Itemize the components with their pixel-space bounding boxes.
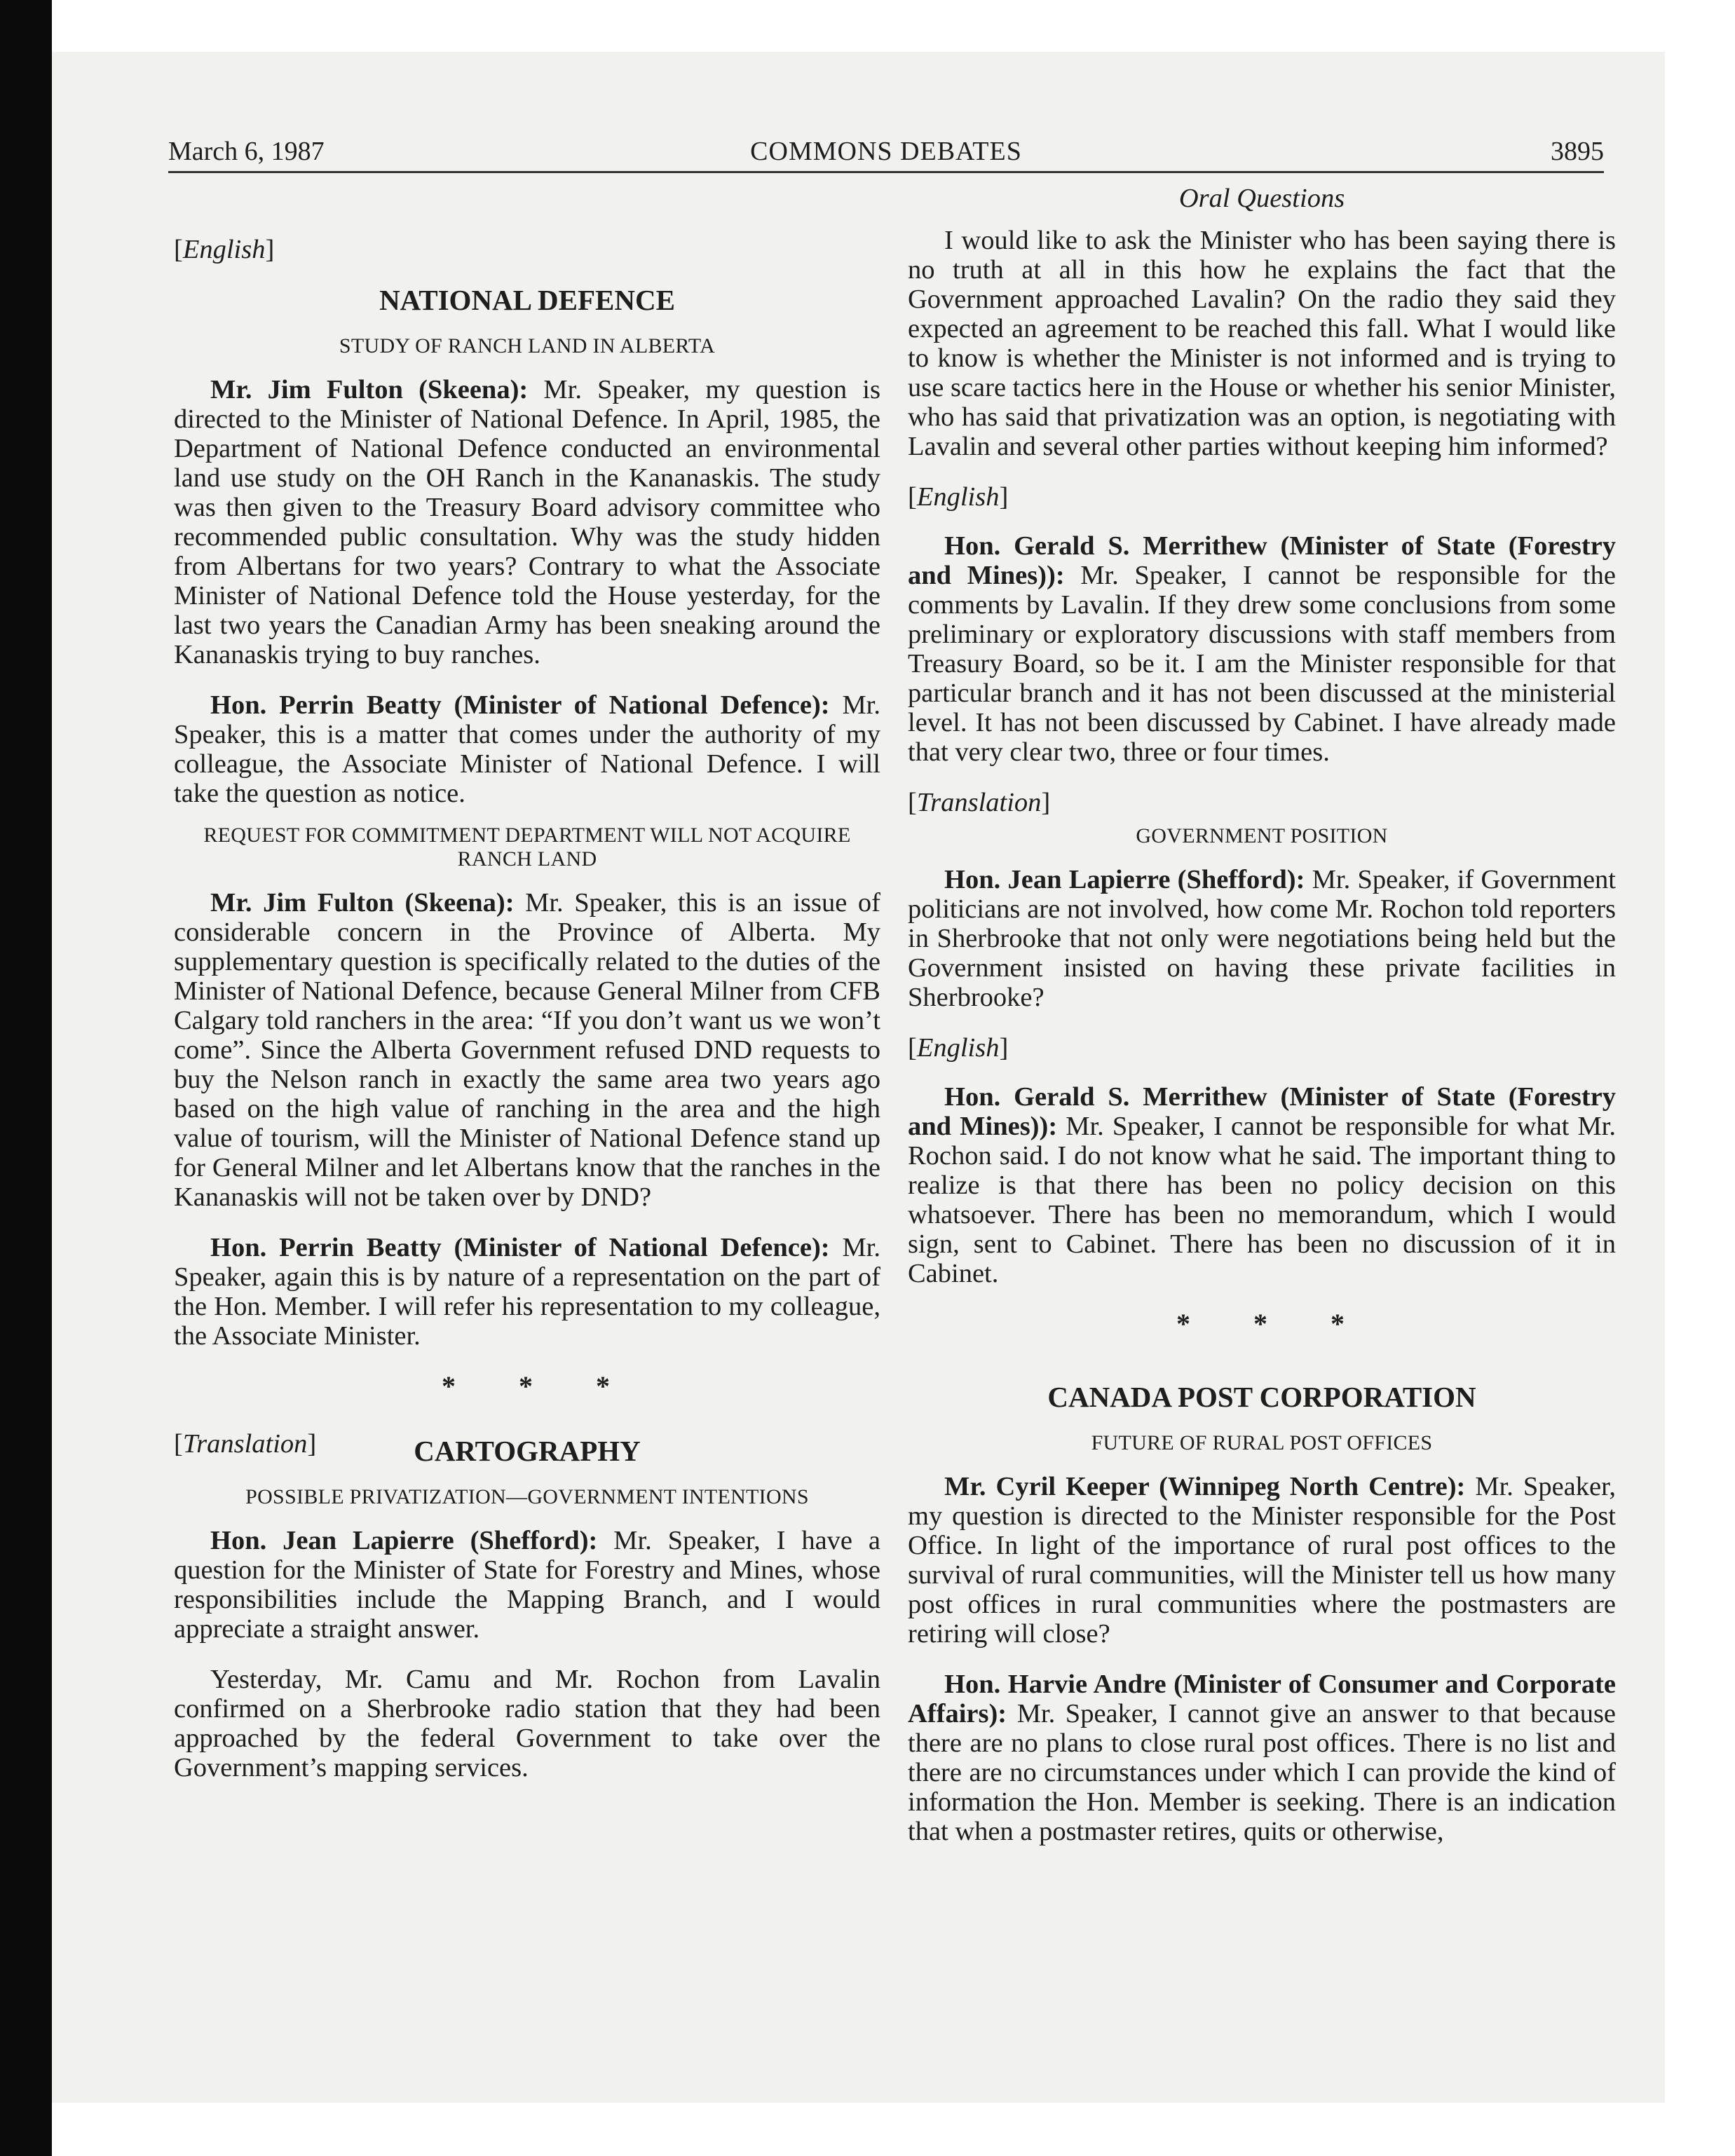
scan-top-margin: [52, 0, 1735, 52]
speaker-name: Mr. Cyril Keeper (Winnipeg North Centre):: [944, 1472, 1466, 1501]
section-separator: * * *: [442, 1370, 638, 1402]
speaker-name: Mr. Jim Fulton (Skeena):: [210, 375, 529, 404]
page-number: 3895: [1551, 137, 1604, 166]
section-separator: * * *: [1176, 1308, 1373, 1339]
language-marker: [Translation]: [908, 788, 1051, 817]
speaker-name: Hon. Gerald S. Merrithew (Minister of State (Forestry and Mines)):: [908, 1082, 1616, 1141]
header-date: March 6, 1987: [168, 137, 325, 166]
running-head: Oral Questions: [1178, 184, 1345, 213]
speaker-name: Hon. Harvie Andre (Minister of Consumer and Corporate Affairs):: [908, 1670, 1616, 1728]
speech-paragraph: I would like to ask the Minister who has been saying there is no truth at all in this how he explains the fact that the Government approached Lavalin? On the radio they said they expected an agreement to be reached this fall. What I would like to know is whether the Minister is not informed and is trying to use scare tactics here in the House or whether his senior Minister, who has said that privatization was an option, is negotiating with Lavalin and several other parties without keeping him informed?: [908, 226, 1616, 461]
subheading-request-commitment: REQUEST FOR COMMITMENT DEPARTMENT WILL NOT ACQUIRE RANCH LAND: [203, 824, 851, 871]
subheading-possible-privatization: POSSIBLE PRIVATIZATION—GOVERNMENT INTENTIONS: [245, 1485, 809, 1508]
speaker-name: Hon. Gerald S. Merrithew (Minister of State (Forestry and Mines)):: [908, 531, 1616, 590]
scan-left-border: [0, 0, 52, 2156]
language-marker: [English]: [908, 482, 1009, 512]
section-heading-national-defence: NATIONAL DEFENCE: [379, 284, 675, 316]
speech-paragraph: Hon. Jean Lapierre (Shefford): Mr. Speaker, I have a question for the Minister of State for Forestry and Mines, whose responsibilities include the Mapping Branch, and I would appreciate a straight answer.: [174, 1526, 880, 1644]
right-column: [908, 184, 1616, 1867]
language-marker: [English]: [174, 235, 275, 264]
speaker-name: Hon. Jean Lapierre (Shefford):: [210, 1526, 598, 1555]
speech-paragraph: Mr. Cyril Keeper (Winnipeg North Centre): Mr. Speaker, my question is directed to the Minister responsible for the Post Office. In light of the importance of rural post offices to the survival of rural communities, will the Minister tell us how many post offices in rural communities where the postmasters are retiring will close?: [908, 1472, 1617, 1649]
subheading-rural-post-offices: FUTURE OF RURAL POST OFFICES: [1091, 1431, 1433, 1454]
subheading-government-position: GOVERNMENT POSITION: [1136, 824, 1388, 847]
language-marker: [Translation]: [174, 1429, 317, 1459]
speech-paragraph: Hon. Gerald S. Merrithew (Minister of State (Forestry and Mines)): Mr. Speaker, I cannot be responsible for the comments by Lavalin. If they drew some conclusions from some preliminary or exploratory discussions with staff members from Treasury Board, so be it. I am the Minister responsible for that particular branch and it has not been discussed at the ministerial level. It has not been discussed by Cabinet. I have already made that very clear two, three or four times.: [908, 531, 1617, 767]
left-column: [174, 235, 880, 1803]
speech-paragraph: Mr. Jim Fulton (Skeena): Mr. Speaker, this is an issue of considerable concern in the Province of Alberta. My supplementary question is specifically related to the duties of the Minister of National Defence, because General Milner from CFB Calgary told ranchers in the area: “If you don’t want us we won’t come”. Since the Alberta Government refused DND requests to buy the Nelson ranch in exactly the same area two years ago based on the high value of ranching in the area and the high value of tourism, will the Minister of National Defence stand up for General Milner and let Albertans know that the ranches in the Kananaskis will not be taken over by DND?: [174, 888, 880, 1212]
speech-paragraph: Hon. Perrin Beatty (Minister of National Defence): Mr. Speaker, again this is by nature of a representation on the part of the Hon. Member. I will refer his representation to my colleague, the Associate Minister.: [174, 1233, 881, 1351]
speaker-name: Hon. Perrin Beatty (Minister of National Defence):: [210, 1233, 830, 1262]
speaker-name: Hon. Jean Lapierre (Shefford):: [944, 865, 1305, 894]
header-title: COMMONS DEBATES: [750, 137, 1022, 166]
section-heading-canada-post: CANADA POST CORPORATION: [1047, 1381, 1476, 1413]
speech-paragraph: Hon. Perrin Beatty (Minister of National Defence): Mr. Speaker, this is a matter that comes under the authority of my colleague, the Associate Minister of National Defence. I will take the question as notice.: [174, 690, 881, 808]
speech-paragraph: Hon. Jean Lapierre (Shefford): Mr. Speaker, if Government politicians are not involved, how come Mr. Rochon told reporters in Sherbrooke that not only were negotiations being held but the Government insisted on having these private facilities in Sherbrooke?: [908, 865, 1616, 1012]
speaker-name: Mr. Jim Fulton (Skeena):: [210, 888, 515, 917]
speaker-name: Hon. Perrin Beatty (Minister of National Defence):: [210, 690, 830, 720]
section-heading-cartography: CARTOGRAPHY: [414, 1435, 641, 1467]
speech-paragraph: Hon. Harvie Andre (Minister of Consumer and Corporate Affairs): Mr. Speaker, I cannot give an answer to that because there are no plans to close rural post offices. There is no list and there are no circumstances under which I can provide the kind of information the Hon. Member is seeking. There is an indication that when a postmaster retires, quits or otherwise,: [908, 1670, 1617, 1846]
speech-paragraph: Mr. Jim Fulton (Skeena): Mr. Speaker, my question is directed to the Minister of National Defence. In April, 1985, the Department of National Defence conducted an environmental land use study on the OH Ranch in the Kananaskis. The study was then given to the Treasury Board advisory committee who recommended public consultation. Why was the study hidden from Albertans for two years? Contrary to what the Associate Minister of National Defence told the House yesterday, for the last two years the Canadian Army has been sneaking around the Kananaskis trying to buy ranches.: [174, 375, 880, 669]
page-header: [168, 133, 1604, 173]
speech-paragraph: Hon. Gerald S. Merrithew (Minister of State (Forestry and Mines)): Mr. Speaker, I cannot be responsible for what Mr. Rochon said. I do not know what he said. The important thing to realize is that there has been no policy decision on this whatsoever. There has been no memorandum, which I would sign, sent to Cabinet. There has been no discussion of it in Cabinet.: [908, 1082, 1617, 1288]
language-marker: [English]: [908, 1033, 1009, 1063]
speech-paragraph: Yesterday, Mr. Camu and Mr. Rochon from Lavalin confirmed on a Sherbrooke radio station that they had been approached by the federal Government to take over the Government’s mapping services.: [174, 1665, 880, 1782]
subheading-study-ranch-land: STUDY OF RANCH LAND IN ALBERTA: [339, 334, 716, 357]
